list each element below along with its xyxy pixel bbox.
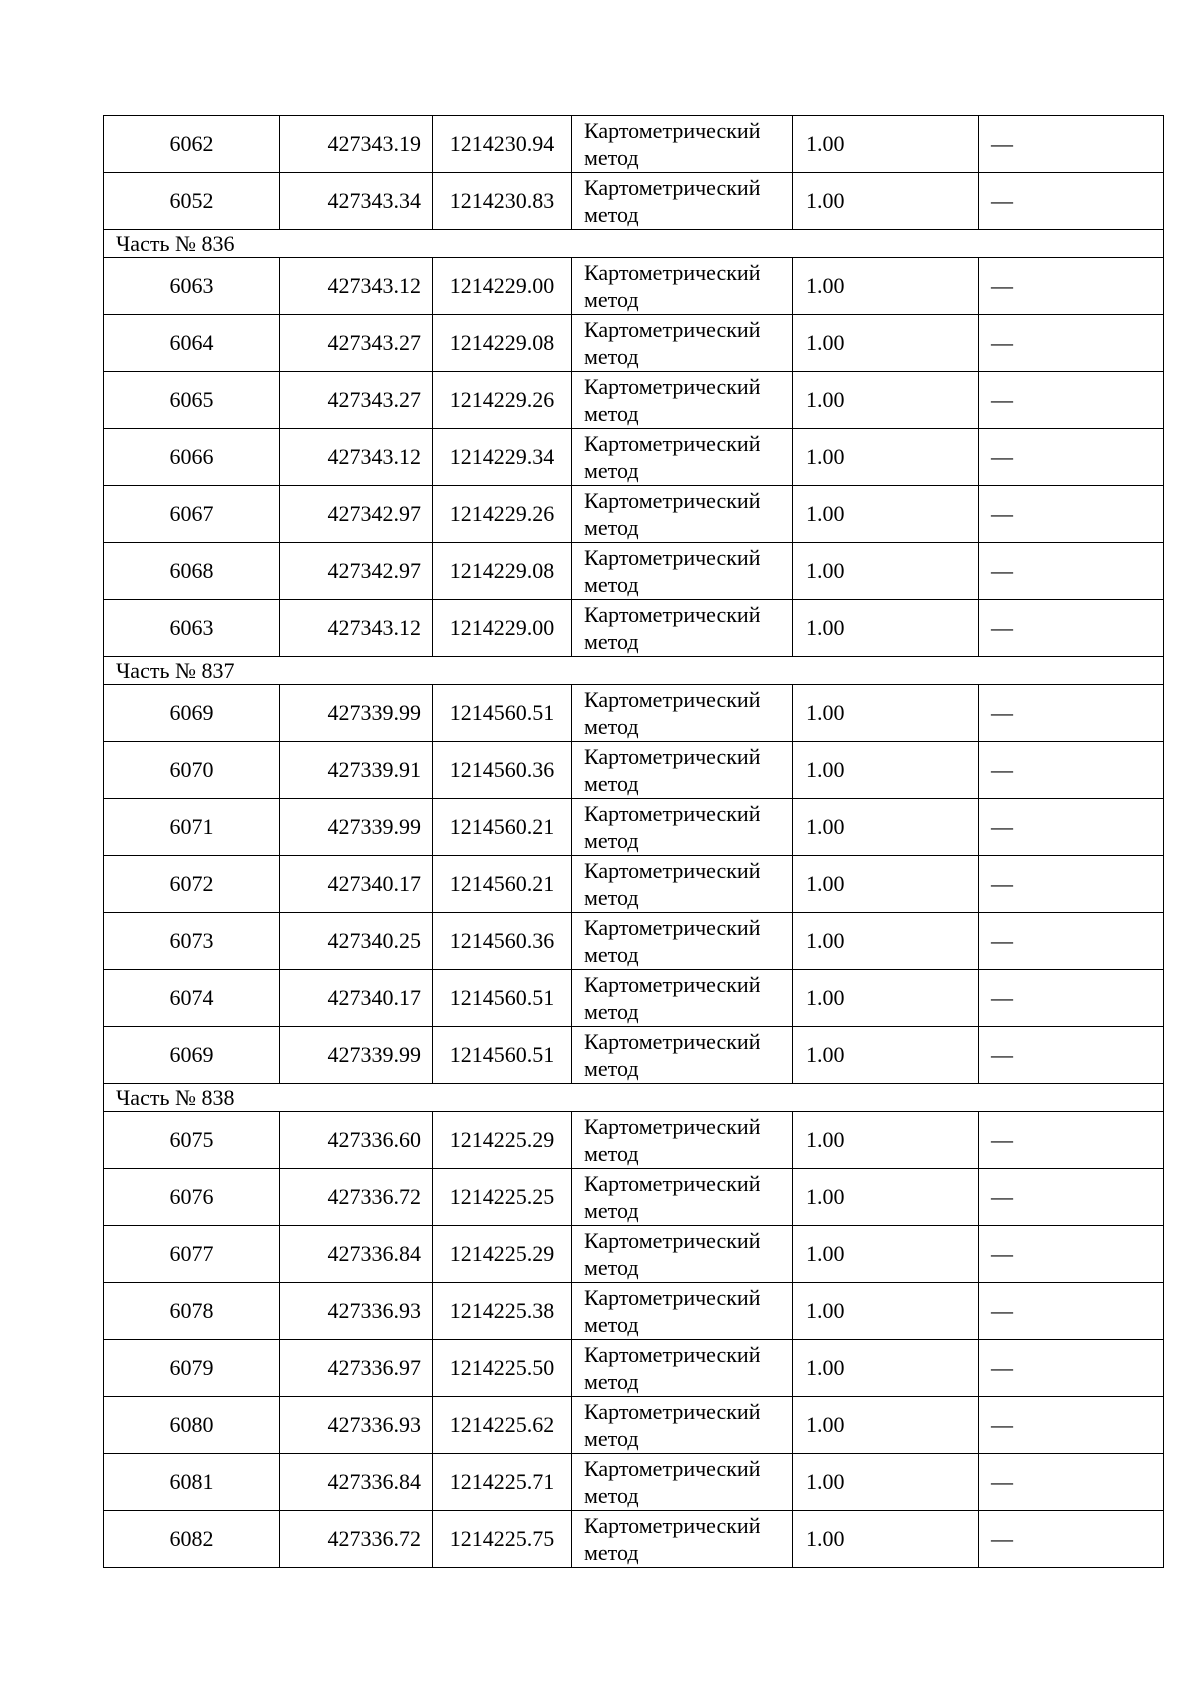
method-cell: Картометрический метод xyxy=(572,1511,793,1568)
y-coordinate-cell: 1214560.36 xyxy=(433,742,572,799)
description-cell: — xyxy=(979,486,1164,543)
y-coordinate-cell: 1214225.25 xyxy=(433,1169,572,1226)
accuracy-cell: 1.00 xyxy=(793,372,979,429)
y-coordinate-cell: 1214560.51 xyxy=(433,1027,572,1084)
method-cell: Картометрический метод xyxy=(572,173,793,230)
y-coordinate-cell: 1214229.00 xyxy=(433,600,572,657)
x-coordinate-cell: 427340.17 xyxy=(280,856,433,913)
accuracy-cell: 1.00 xyxy=(793,799,979,856)
table-row xyxy=(104,1169,1164,1226)
description-cell: — xyxy=(979,970,1164,1027)
table-row xyxy=(104,856,1164,913)
point-number-cell: 6076 xyxy=(104,1169,280,1226)
y-coordinate-cell: 1214225.62 xyxy=(433,1397,572,1454)
accuracy-cell: 1.00 xyxy=(793,116,979,173)
method-cell: Картометрический метод xyxy=(572,1454,793,1511)
description-cell: — xyxy=(979,116,1164,173)
x-coordinate-cell: 427343.12 xyxy=(280,600,433,657)
accuracy-cell: 1.00 xyxy=(793,685,979,742)
method-cell: Картометрический метод xyxy=(572,1027,793,1084)
point-number-cell: 6065 xyxy=(104,372,280,429)
point-number-cell: 6070 xyxy=(104,742,280,799)
table-row xyxy=(104,600,1164,657)
x-coordinate-cell: 427340.25 xyxy=(280,913,433,970)
x-coordinate-cell: 427343.12 xyxy=(280,258,433,315)
accuracy-cell: 1.00 xyxy=(793,1226,979,1283)
accuracy-cell: 1.00 xyxy=(793,600,979,657)
table-row xyxy=(104,742,1164,799)
part-header-row xyxy=(104,230,1164,258)
x-coordinate-cell: 427336.97 xyxy=(280,1340,433,1397)
description-cell: — xyxy=(979,1112,1164,1169)
method-cell: Картометрический метод xyxy=(572,315,793,372)
y-coordinate-cell: 1214229.34 xyxy=(433,429,572,486)
description-cell: — xyxy=(979,258,1164,315)
method-cell: Картометрический метод xyxy=(572,486,793,543)
x-coordinate-cell: 427336.84 xyxy=(280,1454,433,1511)
accuracy-cell: 1.00 xyxy=(793,486,979,543)
point-number-cell: 6052 xyxy=(104,173,280,230)
y-coordinate-cell: 1214225.29 xyxy=(433,1226,572,1283)
point-number-cell: 6081 xyxy=(104,1454,280,1511)
description-cell: — xyxy=(979,856,1164,913)
method-cell: Картометрический метод xyxy=(572,429,793,486)
method-cell: Картометрический метод xyxy=(572,372,793,429)
part-header-row xyxy=(104,1084,1164,1112)
point-number-cell: 6077 xyxy=(104,1226,280,1283)
method-cell: Картометрический метод xyxy=(572,1397,793,1454)
accuracy-cell: 1.00 xyxy=(793,1112,979,1169)
description-cell: — xyxy=(979,1397,1164,1454)
accuracy-cell: 1.00 xyxy=(793,1397,979,1454)
part-label: Часть № 838 xyxy=(104,1084,1164,1112)
description-cell: — xyxy=(979,913,1164,970)
table-row xyxy=(104,1112,1164,1169)
y-coordinate-cell: 1214230.94 xyxy=(433,116,572,173)
point-number-cell: 6069 xyxy=(104,685,280,742)
table-row xyxy=(104,1226,1164,1283)
description-cell: — xyxy=(979,1283,1164,1340)
description-cell: — xyxy=(979,685,1164,742)
description-cell: — xyxy=(979,429,1164,486)
point-number-cell: 6063 xyxy=(104,600,280,657)
method-cell: Картометрический метод xyxy=(572,116,793,173)
method-cell: Картометрический метод xyxy=(572,685,793,742)
x-coordinate-cell: 427336.93 xyxy=(280,1283,433,1340)
x-coordinate-cell: 427336.60 xyxy=(280,1112,433,1169)
x-coordinate-cell: 427342.97 xyxy=(280,486,433,543)
description-cell: — xyxy=(979,372,1164,429)
point-number-cell: 6064 xyxy=(104,315,280,372)
y-coordinate-cell: 1214229.08 xyxy=(433,543,572,600)
accuracy-cell: 1.00 xyxy=(793,1027,979,1084)
table-row xyxy=(104,372,1164,429)
y-coordinate-cell: 1214229.08 xyxy=(433,315,572,372)
method-cell: Картометрический метод xyxy=(572,913,793,970)
point-number-cell: 6068 xyxy=(104,543,280,600)
description-cell: — xyxy=(979,1511,1164,1568)
method-cell: Картометрический метод xyxy=(572,742,793,799)
point-number-cell: 6067 xyxy=(104,486,280,543)
x-coordinate-cell: 427339.91 xyxy=(280,742,433,799)
table-row xyxy=(104,685,1164,742)
accuracy-cell: 1.00 xyxy=(793,315,979,372)
point-number-cell: 6078 xyxy=(104,1283,280,1340)
point-number-cell: 6080 xyxy=(104,1397,280,1454)
accuracy-cell: 1.00 xyxy=(793,1454,979,1511)
point-number-cell: 6075 xyxy=(104,1112,280,1169)
table-row xyxy=(104,429,1164,486)
x-coordinate-cell: 427336.72 xyxy=(280,1169,433,1226)
x-coordinate-cell: 427339.99 xyxy=(280,799,433,856)
document-page xyxy=(103,115,1163,1568)
x-coordinate-cell: 427336.93 xyxy=(280,1397,433,1454)
accuracy-cell: 1.00 xyxy=(793,1340,979,1397)
method-cell: Картометрический метод xyxy=(572,258,793,315)
description-cell: — xyxy=(979,742,1164,799)
part-label: Часть № 836 xyxy=(104,230,1164,258)
y-coordinate-cell: 1214225.50 xyxy=(433,1340,572,1397)
table-row xyxy=(104,970,1164,1027)
description-cell: — xyxy=(979,1340,1164,1397)
method-cell: Картометрический метод xyxy=(572,1340,793,1397)
y-coordinate-cell: 1214225.75 xyxy=(433,1511,572,1568)
coordinates-table-body xyxy=(104,116,1164,1568)
point-number-cell: 6063 xyxy=(104,258,280,315)
method-cell: Картометрический метод xyxy=(572,856,793,913)
accuracy-cell: 1.00 xyxy=(793,856,979,913)
method-cell: Картометрический метод xyxy=(572,1283,793,1340)
accuracy-cell: 1.00 xyxy=(793,970,979,1027)
table-row xyxy=(104,116,1164,173)
table-row xyxy=(104,258,1164,315)
table-row xyxy=(104,1511,1164,1568)
table-row xyxy=(104,1340,1164,1397)
y-coordinate-cell: 1214560.51 xyxy=(433,685,572,742)
method-cell: Картометрический метод xyxy=(572,543,793,600)
x-coordinate-cell: 427336.72 xyxy=(280,1511,433,1568)
method-cell: Картометрический метод xyxy=(572,1112,793,1169)
x-coordinate-cell: 427343.34 xyxy=(280,173,433,230)
y-coordinate-cell: 1214230.83 xyxy=(433,173,572,230)
table-row xyxy=(104,315,1164,372)
point-number-cell: 6066 xyxy=(104,429,280,486)
point-number-cell: 6079 xyxy=(104,1340,280,1397)
x-coordinate-cell: 427343.12 xyxy=(280,429,433,486)
accuracy-cell: 1.00 xyxy=(793,1169,979,1226)
point-number-cell: 6072 xyxy=(104,856,280,913)
description-cell: — xyxy=(979,1226,1164,1283)
method-cell: Картометрический метод xyxy=(572,970,793,1027)
part-label: Часть № 837 xyxy=(104,657,1164,685)
y-coordinate-cell: 1214560.36 xyxy=(433,913,572,970)
accuracy-cell: 1.00 xyxy=(793,1511,979,1568)
description-cell: — xyxy=(979,799,1164,856)
y-coordinate-cell: 1214560.21 xyxy=(433,799,572,856)
point-number-cell: 6074 xyxy=(104,970,280,1027)
x-coordinate-cell: 427342.97 xyxy=(280,543,433,600)
y-coordinate-cell: 1214225.29 xyxy=(433,1112,572,1169)
table-row xyxy=(104,1454,1164,1511)
description-cell: — xyxy=(979,173,1164,230)
y-coordinate-cell: 1214225.71 xyxy=(433,1454,572,1511)
table-row xyxy=(104,486,1164,543)
description-cell: — xyxy=(979,1169,1164,1226)
point-number-cell: 6062 xyxy=(104,116,280,173)
description-cell: — xyxy=(979,315,1164,372)
table-row xyxy=(104,1283,1164,1340)
method-cell: Картометрический метод xyxy=(572,600,793,657)
part-header-row xyxy=(104,657,1164,685)
method-cell: Картометрический метод xyxy=(572,799,793,856)
accuracy-cell: 1.00 xyxy=(793,913,979,970)
y-coordinate-cell: 1214225.38 xyxy=(433,1283,572,1340)
accuracy-cell: 1.00 xyxy=(793,742,979,799)
x-coordinate-cell: 427336.84 xyxy=(280,1226,433,1283)
table-row xyxy=(104,1027,1164,1084)
accuracy-cell: 1.00 xyxy=(793,258,979,315)
y-coordinate-cell: 1214229.26 xyxy=(433,486,572,543)
method-cell: Картометрический метод xyxy=(572,1226,793,1283)
point-number-cell: 6073 xyxy=(104,913,280,970)
table-row xyxy=(104,543,1164,600)
accuracy-cell: 1.00 xyxy=(793,1283,979,1340)
description-cell: — xyxy=(979,1027,1164,1084)
x-coordinate-cell: 427339.99 xyxy=(280,685,433,742)
point-number-cell: 6069 xyxy=(104,1027,280,1084)
y-coordinate-cell: 1214560.51 xyxy=(433,970,572,1027)
y-coordinate-cell: 1214560.21 xyxy=(433,856,572,913)
x-coordinate-cell: 427339.99 xyxy=(280,1027,433,1084)
x-coordinate-cell: 427343.27 xyxy=(280,372,433,429)
x-coordinate-cell: 427343.27 xyxy=(280,315,433,372)
y-coordinate-cell: 1214229.26 xyxy=(433,372,572,429)
y-coordinate-cell: 1214229.00 xyxy=(433,258,572,315)
accuracy-cell: 1.00 xyxy=(793,543,979,600)
table-row xyxy=(104,173,1164,230)
x-coordinate-cell: 427343.19 xyxy=(280,116,433,173)
description-cell: — xyxy=(979,1454,1164,1511)
method-cell: Картометрический метод xyxy=(572,1169,793,1226)
table-row xyxy=(104,1397,1164,1454)
description-cell: — xyxy=(979,600,1164,657)
accuracy-cell: 1.00 xyxy=(793,173,979,230)
coordinates-table xyxy=(103,115,1164,1568)
description-cell: — xyxy=(979,543,1164,600)
table-row xyxy=(104,913,1164,970)
accuracy-cell: 1.00 xyxy=(793,429,979,486)
point-number-cell: 6082 xyxy=(104,1511,280,1568)
x-coordinate-cell: 427340.17 xyxy=(280,970,433,1027)
point-number-cell: 6071 xyxy=(104,799,280,856)
table-row xyxy=(104,799,1164,856)
